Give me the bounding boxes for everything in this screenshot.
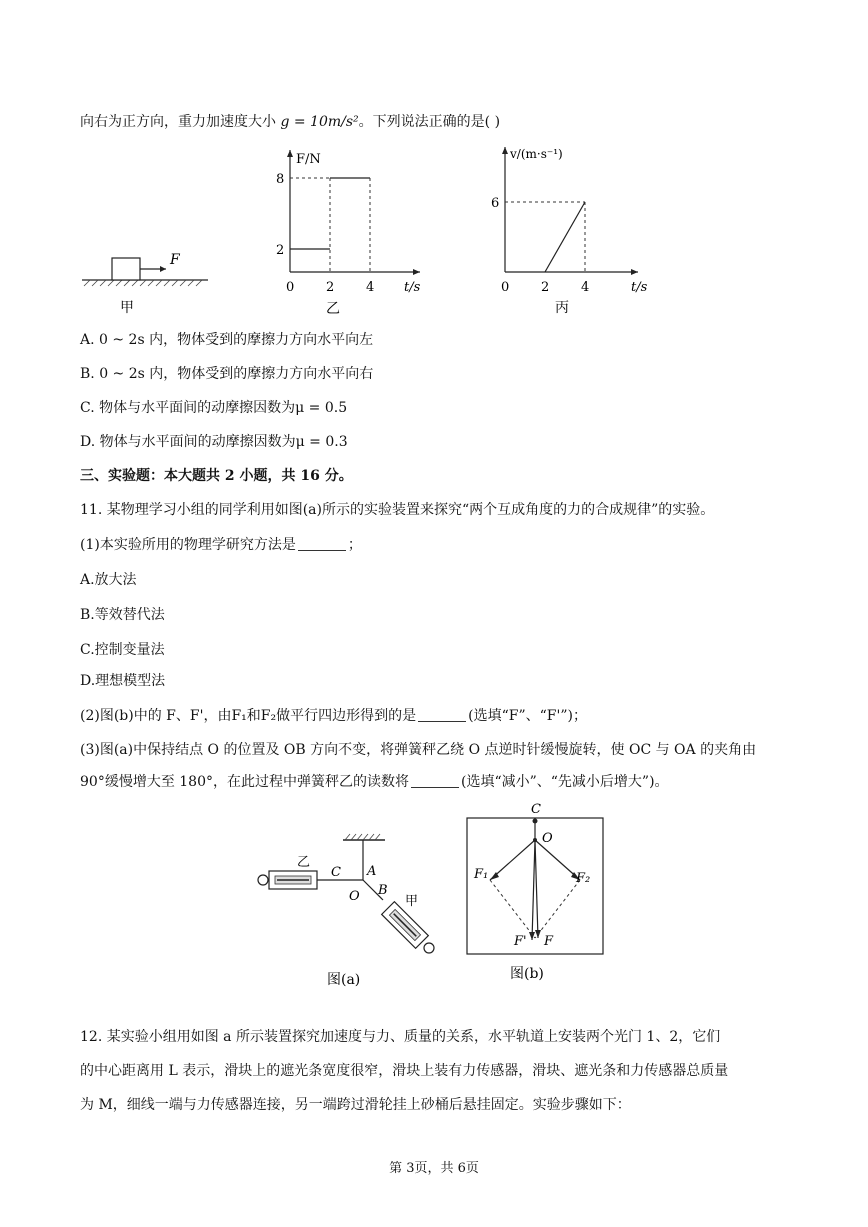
x-tick-0: 0 — [501, 280, 510, 295]
q11-sub2-end: (选填“F”、“F'”)； — [468, 708, 587, 724]
answer-blank-1[interactable] — [298, 536, 346, 551]
x-axis-label: t/s — [631, 280, 648, 295]
q11-sub1-text: (1)本实验所用的物理学研究方法是 — [80, 537, 296, 553]
x-tick-2: 2 — [541, 280, 550, 295]
q12-line3: 为 M，细线一端与力传感器连接，另一端跨过滑轮挂上砂桶后悬挂固定。实验步骤如下： — [80, 1097, 631, 1113]
label-b: B — [378, 883, 388, 898]
y-axis-label: v/(m·s⁻¹) — [510, 147, 563, 161]
x-tick-0: 0 — [286, 280, 295, 295]
figure-yi-caption: 乙 — [326, 301, 340, 317]
q11-stem: 11. 某物理学习小组的同学利用如图(a)所示的实验装置来探究“两个互成角度的力的合成规律”的实验。 — [80, 502, 715, 518]
q11-sub3-end: (选填“减小”、“先减小后增大”)。 — [461, 774, 669, 790]
gravity-formula: g = 10m/s² — [280, 114, 359, 130]
x-tick-2: 2 — [326, 280, 335, 295]
choice-b: B.等效替代法 — [80, 607, 165, 623]
force-label: F — [170, 252, 180, 268]
x-tick-4: 4 — [581, 280, 590, 295]
label-o: O — [542, 831, 553, 846]
block — [112, 258, 140, 280]
velocity-line — [545, 202, 585, 272]
q11-sub2-text: (2)图(b)中的 F、F'，由F₁和F₂做平行四边形得到的是 — [80, 708, 417, 724]
option-d: D. 物体与水平面间的动摩擦因数为μ = 0.3 — [80, 434, 348, 450]
figure-jia — [78, 240, 218, 320]
label-jia: 甲 — [405, 894, 419, 909]
q11-sub3-line1: (3)图(a)中保持结点 O 的位置及 OB 方向不变，将弹簧秤乙绕 O 点逆时针缓慢旋转，使 OC 与 OA 的夹角由 — [80, 742, 757, 758]
x-axis-label: t/s — [404, 280, 421, 295]
label-c: C — [331, 865, 341, 880]
label-f-prime: F' — [514, 934, 527, 949]
q11-sub3-line2 — [80, 772, 669, 792]
y-axis-label: F/N — [296, 152, 321, 167]
intro-text: 向右为正方向，重力加速度大小 — [80, 114, 281, 130]
label-f1: F₁ — [474, 867, 489, 882]
choice-c: C.控制变量法 — [80, 642, 165, 658]
y-tick-6: 6 — [491, 196, 500, 211]
y-tick-8: 8 — [276, 172, 285, 187]
q11-sub1-end: ； — [347, 537, 362, 553]
label-f: F — [544, 934, 554, 949]
figure-bing-caption: 丙 — [555, 300, 569, 316]
choice-d: D.理想模型法 — [80, 673, 166, 689]
label-o: O — [349, 889, 360, 904]
q11-sub2 — [80, 706, 587, 726]
figure-b-force-diagram — [462, 800, 612, 990]
q12-line1: 12. 某实验小组用如图 a 所示装置探究加速度与力、质量的关系，水平轨道上安装两个光门 1、2，它们 — [80, 1029, 721, 1045]
option-b: B. 0 ~ 2s 内，物体受到的摩擦力方向水平向右 — [80, 366, 374, 382]
answer-blank-3[interactable] — [411, 773, 459, 788]
label-c: C — [531, 802, 541, 817]
q12-line2: 的中心距离用 L 表示，滑块上的遮光条宽度很窄，滑块上装有力传感器，滑块、遮光条和力传感器总质量 — [80, 1063, 729, 1079]
figure-a-caption: 图(a) — [327, 972, 361, 988]
choice-a: A.放大法 — [80, 572, 137, 588]
q11-sub3-text: 90°缓慢增大至 180°，在此过程中弹簧秤乙的读数将 — [80, 774, 409, 790]
x-tick-4: 4 — [366, 280, 375, 295]
figure-a-apparatus — [255, 830, 445, 990]
label-yi: 乙 — [297, 855, 311, 870]
label-f2: F₂ — [576, 871, 591, 886]
answer-blank-2[interactable] — [418, 707, 466, 722]
page-footer: 第 3页，共 6页 — [389, 1161, 479, 1176]
intro-question: 。下列说法正确的是( ) — [358, 114, 501, 130]
figure-b-caption: 图(b) — [510, 966, 544, 982]
option-c: C. 物体与水平面间的动摩擦因数为μ = 0.5 — [80, 400, 348, 416]
figure-jia-caption: 甲 — [120, 300, 134, 316]
y-tick-2: 2 — [276, 243, 285, 258]
option-a: A. 0 ~ 2s 内，物体受到的摩擦力方向水平向左 — [80, 332, 374, 348]
figure-bing-velocity-time — [485, 142, 660, 322]
section-heading: 三、实验题：本大题共 2 小题，共 16 分。 — [80, 468, 353, 484]
q11-sub1 — [80, 535, 362, 555]
figure-yi-force-time — [270, 145, 440, 320]
label-a: A — [367, 864, 377, 879]
question-intro-line — [80, 112, 500, 132]
